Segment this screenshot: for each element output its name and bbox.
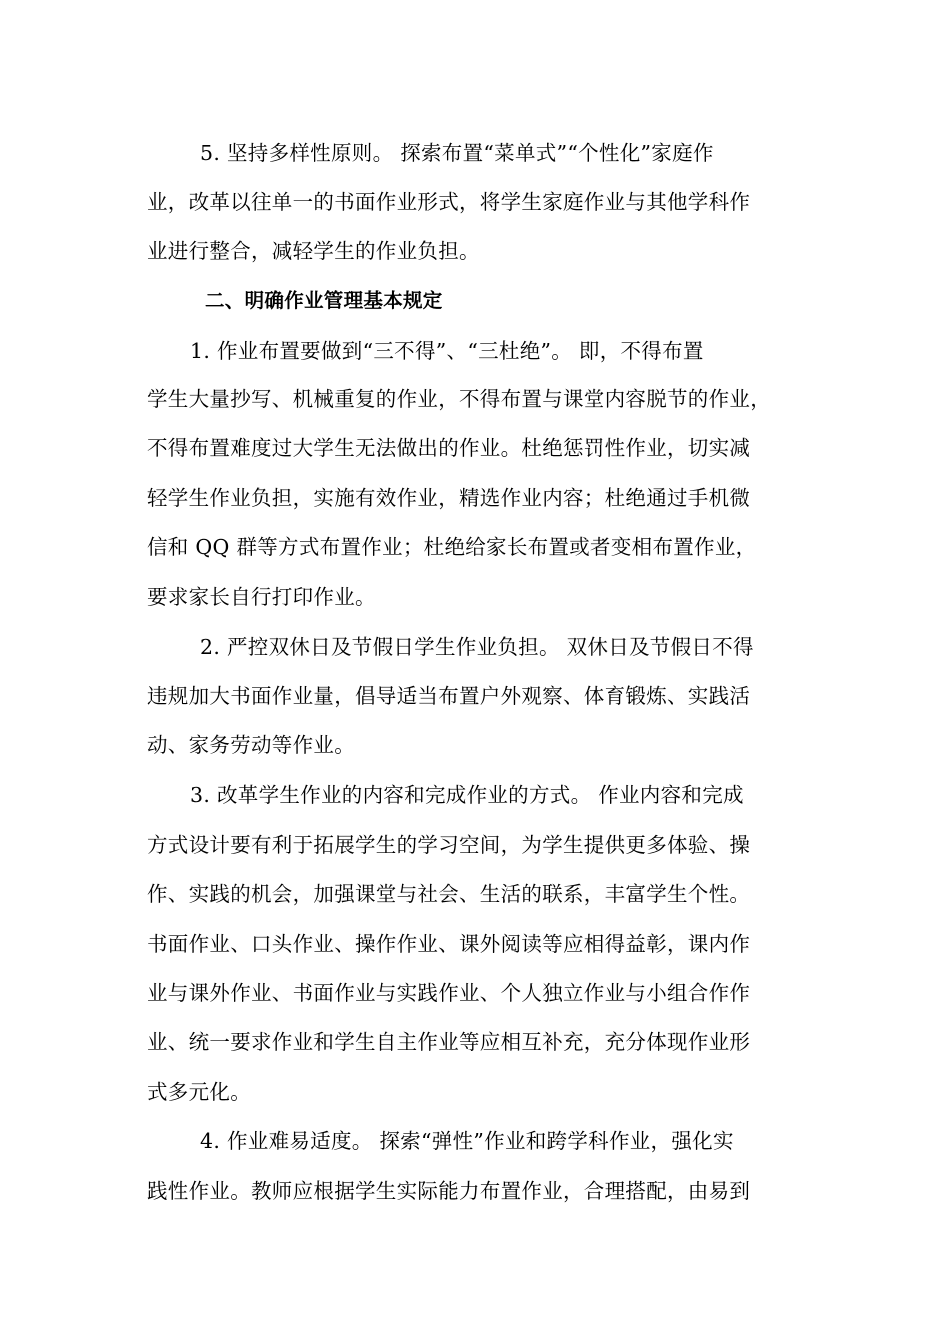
rule-1-line-1: 1. 作业布置要做到“三不得”、“三杜绝”。 即，不得布置 — [190, 339, 704, 363]
rule-1-line-3: 不得布置难度过大学生无法做出的作业。杜绝惩罚性作业，切实减 — [147, 436, 751, 460]
rule-3-line-4: 书面作业、口头作业、操作作业、课外阅读等应相得益彰，课内作 — [147, 932, 751, 956]
rule-3-line-5: 业与课外作业、书面作业与实践作业、个人独立作业与小组合作作 — [147, 981, 751, 1005]
rule-1-line-6: 要求家长自行打印作业。 — [147, 585, 376, 609]
rule-3-line-3: 作、实践的机会，加强课堂与社会、生活的联系，丰富学生个性。 — [147, 882, 751, 906]
rule-1-line-4: 轻学生作业负担，实施有效作业，精选作业内容；杜绝通过手机微 — [147, 486, 751, 510]
rule-3-line-6: 业、统一要求作业和学生自主作业等应相互补充，充分体现作业形 — [147, 1030, 751, 1054]
rule-3-line-7: 式多元化。 — [147, 1080, 251, 1104]
rule-2-line-2: 违规加大书面作业量，倡导适当布置户外观察、体育锻炼、实践活 — [147, 684, 751, 708]
rule-1-line-2: 学生大量抄写、机械重复的作业，不得布置与课堂内容脱节的作业， — [147, 387, 771, 411]
section-heading: 二、明确作业管理基本规定 — [205, 289, 443, 312]
paragraph-5-line-2: 业，改革以往单一的书面作业形式，将学生家庭作业与其他学科作 — [147, 190, 751, 214]
paragraph-5-line-1: 5. 坚持多样性原则。 探索布置“菜单式”“个性化”家庭作 — [200, 141, 714, 165]
rule-2-line-3: 动、家务劳动等作业。 — [147, 733, 355, 757]
rule-4-line-1: 4. 作业难易适度。 探索“弹性”作业和跨学科作业，强化实 — [200, 1129, 734, 1153]
rule-2-line-1: 2. 严控双休日及节假日学生作业负担。 双休日及节假日不得 — [200, 635, 754, 659]
paragraph-5-line-3: 业进行整合，减轻学生的作业负担。 — [147, 239, 480, 263]
rule-3-line-1: 3. 改革学生作业的内容和完成作业的方式。 作业内容和完成 — [190, 783, 744, 807]
rule-4-line-2: 践性作业。教师应根据学生实际能力布置作业，合理搭配，由易到 — [147, 1179, 751, 1203]
rule-1-line-5: 信和 QQ 群等方式布置作业；杜绝给家长布置或者变相布置作业， — [147, 535, 757, 559]
rule-3-line-2: 方式设计要有利于拓展学生的学习空间，为学生提供更多体验、操 — [147, 833, 751, 857]
